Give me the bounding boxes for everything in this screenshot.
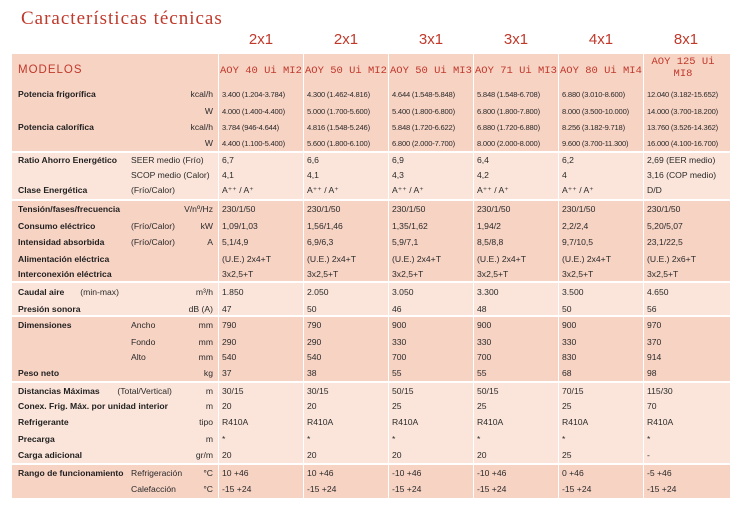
cell-value: A⁺⁺ / A⁺	[477, 185, 509, 195]
cell-value: 5.600 (1.800-6.100)	[307, 139, 370, 148]
cell-value: 230/1/50	[477, 204, 511, 214]
cell-value: *	[647, 434, 651, 444]
combo-label: 2x1	[248, 31, 274, 48]
cell-value: -15 +24	[477, 484, 507, 494]
row-label: Caudal aire	[18, 287, 65, 297]
cell-value: 230/1/50	[392, 204, 426, 214]
row-unit: V/nº/Hz	[184, 204, 213, 214]
cell-value: 6.880 (3.010-8.600)	[562, 90, 625, 99]
cell-value: -5 +46	[647, 468, 672, 478]
row-qualifier: Alto	[131, 352, 146, 362]
cell-value: 2.050	[307, 287, 329, 297]
cell-value: 6,7	[222, 155, 234, 165]
combo-label: 2x1	[333, 31, 359, 48]
cell-value: -10 +46	[477, 468, 507, 478]
cell-value: 6,2	[562, 155, 574, 165]
combo-label: 3x1	[418, 31, 444, 48]
cell-value: 55	[392, 368, 402, 378]
cell-value: 70/15	[562, 386, 584, 396]
cell-value: 23,1/22,5	[647, 237, 683, 247]
cell-value: 70	[647, 401, 657, 411]
cell-value: 12.040 (3.182-15.652)	[647, 90, 718, 99]
row-label: Precarga	[18, 434, 55, 444]
model-name: AOY 125 Ui MI8	[651, 56, 715, 80]
row-label: Distancias Máximas	[18, 386, 100, 396]
cell-value: 1,94/2	[477, 221, 501, 231]
cell-value: 790	[307, 320, 322, 330]
cell-value: D/D	[647, 185, 662, 195]
row-sublabel: (min-max)	[80, 287, 119, 297]
cell-value: 5.000 (1.700-5.600)	[307, 107, 370, 116]
cell-value: (U.E.) 2x4+T	[222, 254, 271, 264]
combo-label: 3x1	[503, 31, 529, 48]
cell-value: 8,5/8,8	[477, 237, 504, 247]
cell-value: 830	[562, 352, 577, 362]
cell-value: 3x2,5+T	[307, 269, 339, 279]
row-unit: m	[205, 434, 213, 444]
model-name: AOY 50 Ui MI3	[390, 65, 472, 77]
cell-value: 4,2	[477, 170, 489, 180]
cell-value: 290	[222, 337, 237, 347]
row-label: Peso neto	[18, 368, 60, 378]
cell-value: 540	[307, 352, 322, 362]
cell-value: 1,56/1,46	[307, 221, 343, 231]
section-band	[12, 153, 730, 199]
cell-value: 1,09/1,03	[222, 221, 258, 231]
cell-value: -10 +46	[392, 468, 422, 478]
cell-value: 13.760 (3.526-14.362)	[647, 123, 718, 132]
cell-value: R410A	[222, 417, 249, 427]
models-label: MODELOS	[18, 64, 83, 76]
cell-value: 3.050	[392, 287, 414, 297]
row-qualifier: Refrigeración	[131, 468, 183, 478]
cell-value: 330	[562, 337, 577, 347]
row-qualifier: Ancho	[131, 320, 156, 330]
cell-value: 4.400 (1.100-5.400)	[222, 139, 285, 148]
row-label: Interconexión eléctrica	[18, 269, 112, 279]
row-unit: W	[204, 138, 213, 148]
cell-value: 370	[647, 337, 662, 347]
cell-value: 3x2,5+T	[562, 269, 594, 279]
cell-value: 1.850	[222, 287, 244, 297]
row-label: Consumo eléctrico	[18, 221, 96, 231]
cell-value: 6,9/6,3	[307, 237, 334, 247]
cell-value: *	[562, 434, 566, 444]
row-label: Presión sonora	[18, 304, 81, 314]
cell-value: 48	[477, 304, 487, 314]
cell-value: A⁺⁺ / A⁺	[392, 185, 424, 195]
column-divider	[473, 54, 474, 500]
cell-value: 230/1/50	[647, 204, 681, 214]
row-unit: mm	[198, 352, 213, 362]
cell-value: 68	[562, 368, 572, 378]
cell-value: -	[647, 450, 650, 460]
cell-value: 2,2/2,4	[562, 221, 589, 231]
cell-value: (U.E.) 2x4+T	[307, 254, 356, 264]
cell-value: 5,9/7,1	[392, 237, 419, 247]
cell-value: -15 +24	[222, 484, 252, 494]
cell-value: *	[307, 434, 311, 444]
cell-value: 330	[477, 337, 492, 347]
cell-value: (U.E.) 2x6+T	[647, 254, 696, 264]
cell-value: 5,20/5,07	[647, 221, 683, 231]
cell-value: -15 +24	[307, 484, 337, 494]
cell-value: 115/30	[647, 386, 673, 396]
row-qualifier: (Frío/Calor)	[131, 221, 175, 231]
combo-label: 4x1	[588, 31, 614, 48]
cell-value: 3x2,5+T	[647, 269, 679, 279]
cell-value: 30/15	[307, 386, 329, 396]
cell-value: 3x2,5+T	[392, 269, 424, 279]
cell-value: 6.800 (2.000-7.700)	[392, 139, 455, 148]
row-label: Clase Energética	[18, 185, 88, 195]
row-unit: kcal/h	[190, 89, 213, 99]
cell-value: 230/1/50	[307, 204, 341, 214]
row-qualifier: SCOP medio (Calor)	[131, 170, 210, 180]
row-unit: mm	[198, 337, 213, 347]
cell-value: 25	[562, 401, 572, 411]
cell-value: 20	[307, 450, 317, 460]
cell-value: 8.256 (3.182-9.718)	[562, 123, 625, 132]
row-unit: °C	[203, 484, 213, 494]
row-qualifier: (Frío/Calor)	[131, 237, 175, 247]
cell-value: R410A	[562, 417, 589, 427]
cell-value: 4.000 (1.400-4.400)	[222, 107, 285, 116]
cell-value: 14.000 (3.700-18.200)	[647, 107, 718, 116]
cell-value: 3.784 (946-4.644)	[222, 123, 279, 132]
model-name: AOY 71 Ui MI3	[475, 65, 557, 77]
row-label: Alimentación eléctrica	[18, 254, 110, 264]
cell-value: 1,35/1,62	[392, 221, 428, 231]
cell-value: 37	[222, 368, 232, 378]
cell-value: 10 +46	[222, 468, 249, 478]
cell-value: 50	[562, 304, 572, 314]
cell-value: 6.800 (1.800-7.800)	[477, 107, 540, 116]
cell-value: 16.000 (4.100-16.700)	[647, 139, 718, 148]
row-unit: kW	[200, 221, 213, 231]
row-label: Ratio Ahorro Energético	[18, 155, 117, 165]
row-label: Refrigerante	[18, 417, 69, 427]
cell-value: 20	[477, 450, 487, 460]
cell-value: 4.644 (1.548-5.848)	[392, 90, 455, 99]
row-unit: mm	[198, 320, 213, 330]
cell-value: 6.880 (1.720-6.880)	[477, 123, 540, 132]
models-header-row	[12, 54, 730, 88]
page-title: Características técnicas	[21, 8, 223, 29]
cell-value: R410A	[647, 417, 674, 427]
cell-value: 30/15	[222, 386, 244, 396]
cell-value: 3.400 (1.204-3.784)	[222, 90, 285, 99]
cell-value: 900	[392, 320, 407, 330]
row-qualifier: SEER medio (Frío)	[131, 155, 204, 165]
row-unit: tipo	[199, 417, 213, 427]
column-divider	[303, 54, 304, 500]
cell-value: *	[222, 434, 226, 444]
cell-value: (U.E.) 2x4+T	[392, 254, 441, 264]
cell-value: 3x2,5+T	[477, 269, 509, 279]
column-divider	[558, 54, 559, 500]
cell-value: 0 +46	[562, 468, 584, 478]
row-label: Potencia frigorífica	[18, 89, 96, 99]
cell-value: 4,3	[392, 170, 404, 180]
model-name: AOY 80 Ui MI4	[560, 65, 642, 77]
row-qualifier: Fondo	[131, 337, 156, 347]
cell-value: 4.300 (1.462-4.816)	[307, 90, 370, 99]
row-qualifier: Calefacción	[131, 484, 176, 494]
cell-value: 98	[647, 368, 657, 378]
cell-value: 9,7/10,5	[562, 237, 594, 247]
cell-value: 4.650	[647, 287, 669, 297]
cell-value: 230/1/50	[562, 204, 596, 214]
row-unit: m³/h	[195, 287, 213, 297]
cell-value: -15 +24	[562, 484, 592, 494]
cell-value: 50/15	[392, 386, 414, 396]
row-label: Potencia calorífica	[18, 122, 94, 132]
cell-value: 38	[307, 368, 317, 378]
cell-value: A⁺⁺ / A⁺	[307, 185, 339, 195]
cell-value: -15 +24	[392, 484, 422, 494]
cell-value: 914	[647, 352, 662, 362]
cell-value: 3x2,5+T	[222, 269, 254, 279]
cell-value: 8.000 (2.000-8.000)	[477, 139, 540, 148]
cell-value: 4	[562, 170, 567, 180]
cell-value: 700	[477, 352, 492, 362]
cell-value: -15 +24	[647, 484, 677, 494]
row-unit: dB (A)	[188, 304, 213, 314]
row-unit: W	[204, 106, 213, 116]
cell-value: 290	[307, 337, 322, 347]
cell-value: R410A	[477, 417, 504, 427]
cell-value: 3.500	[562, 287, 584, 297]
cell-value: 20	[392, 450, 402, 460]
cell-value: 790	[222, 320, 237, 330]
row-label: Intensidad absorbida	[18, 237, 105, 247]
column-divider	[218, 54, 219, 500]
cell-value: 20	[222, 450, 232, 460]
row-unit: kcal/h	[190, 122, 213, 132]
row-unit: gr/m	[195, 450, 213, 460]
cell-value: A⁺⁺ / A⁺	[222, 185, 254, 195]
row-unit: m	[205, 401, 213, 411]
cell-value: *	[477, 434, 481, 444]
cell-value: 20	[222, 401, 232, 411]
cell-value: 230/1/50	[222, 204, 256, 214]
cell-value: (U.E.) 2x4+T	[562, 254, 611, 264]
cell-value: 6,9	[392, 155, 404, 165]
cell-value: *	[392, 434, 396, 444]
cell-value: 6,6	[307, 155, 319, 165]
row-label: Rango de funcionamiento	[18, 468, 124, 478]
cell-value: 5.400 (1.800-6.800)	[392, 107, 455, 116]
row-unit: A	[207, 237, 213, 247]
row-unit: m	[205, 386, 213, 396]
cell-value: 25	[392, 401, 402, 411]
cell-value: 3.300	[477, 287, 499, 297]
cell-value: 4,1	[222, 170, 234, 180]
cell-value: R410A	[392, 417, 419, 427]
row-label: Tensión/fases/frecuencia	[18, 204, 121, 214]
cell-value: 900	[477, 320, 492, 330]
cell-value: 50/15	[477, 386, 499, 396]
cell-value: 10 +46	[307, 468, 334, 478]
row-label: Carga adicional	[18, 450, 82, 460]
column-divider	[643, 54, 644, 500]
cell-value: 6,4	[477, 155, 489, 165]
cell-value: 5,1/4,9	[222, 237, 249, 247]
model-name: AOY 50 Ui MI2	[305, 65, 387, 77]
row-qualifier: (Frío/Calor)	[131, 185, 175, 195]
cell-value: 4,1	[307, 170, 319, 180]
combo-label: 8x1	[673, 31, 699, 48]
cell-value: 20	[307, 401, 317, 411]
cell-value: 56	[647, 304, 657, 314]
cell-value: 2,69 (EER medio)	[647, 155, 716, 165]
cell-value: 8.000 (3.500-10.000)	[562, 107, 629, 116]
cell-value: 25	[562, 450, 572, 460]
cell-value: 5.848 (1.720-6.622)	[392, 123, 455, 132]
row-sublabel: (Total/Vertical)	[117, 386, 172, 396]
cell-value: A⁺⁺ / A⁺	[562, 185, 594, 195]
cell-value: 900	[562, 320, 577, 330]
column-divider	[388, 54, 389, 500]
cell-value: R410A	[307, 417, 334, 427]
cell-value: 700	[392, 352, 407, 362]
section-band	[12, 283, 730, 315]
cell-value: 46	[392, 304, 402, 314]
cell-value: 540	[222, 352, 237, 362]
cell-value: 55	[477, 368, 487, 378]
row-unit: °C	[203, 468, 213, 478]
cell-value: 9.600 (3.700-11.300)	[562, 139, 629, 148]
cell-value: 5.848 (1.548-6.708)	[477, 90, 540, 99]
cell-value: (U.E.) 2x4+T	[477, 254, 526, 264]
cell-value: 4.816 (1.548-5.246)	[307, 123, 370, 132]
row-unit: kg	[203, 368, 213, 378]
row-label: Dimensiones	[18, 320, 72, 330]
cell-value: 25	[477, 401, 487, 411]
cell-value: 3,16 (COP medio)	[647, 170, 717, 180]
row-label: Conex. Frig. Máx. por unidad interior	[18, 401, 168, 411]
cell-value: 970	[647, 320, 662, 330]
model-name: AOY 40 Ui MI2	[220, 65, 302, 77]
cell-value: 330	[392, 337, 407, 347]
section-band	[12, 317, 730, 381]
cell-value: 50	[307, 304, 317, 314]
cell-value: 47	[222, 304, 232, 314]
